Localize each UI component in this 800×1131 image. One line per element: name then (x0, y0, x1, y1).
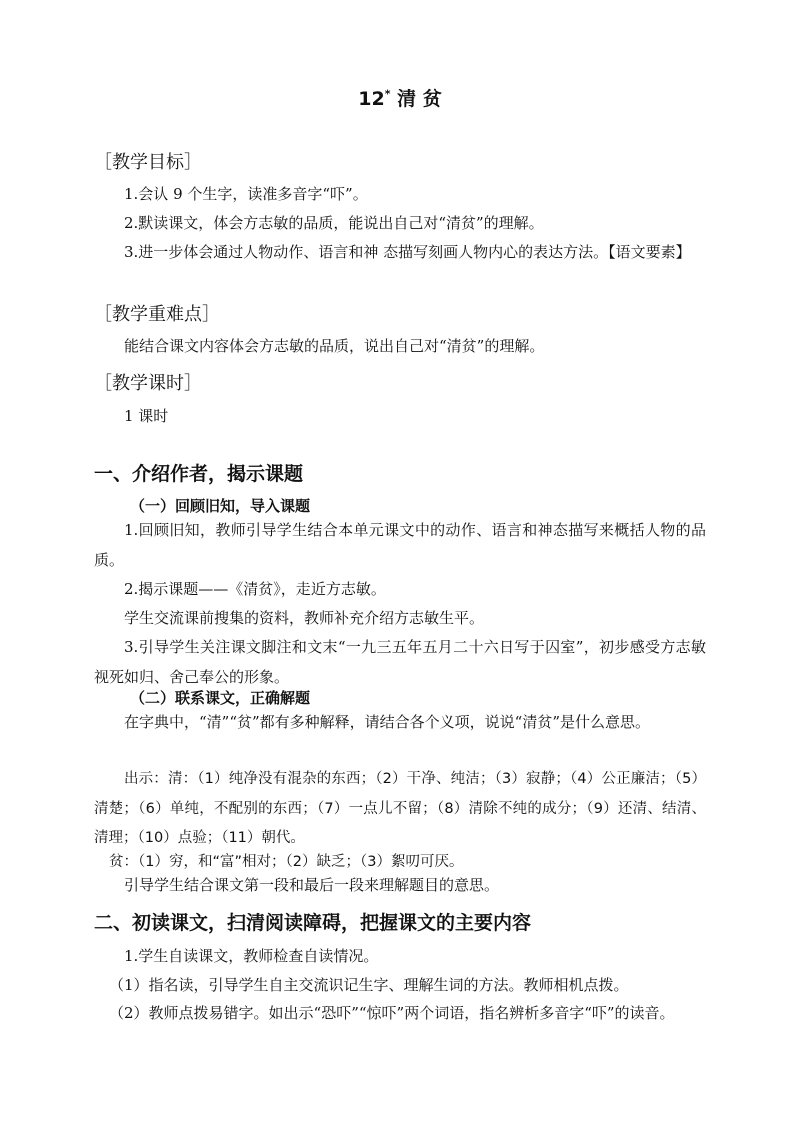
part2-p1: 1.学生自读课文，教师检查自读情况。 (124, 947, 379, 965)
objective-1: 1.会认 9 个生字，读准多音字“吓”。 (124, 185, 368, 203)
key-point-text: 能结合课文内容体会方志敏的品质，说出自己对“清贫”的理解。 (124, 337, 545, 355)
part1-heading: 一、介绍作者，揭示课题 (94, 463, 304, 485)
part2-heading: 二、初读课文，扫清阅读障碍，把握课文的主要内容 (94, 912, 532, 934)
part2-p3: （2）教师点拨易错字。如出示“恐吓”“惊吓”两个词语，指名辨析多音字“吓”的读音。 (109, 1004, 675, 1022)
part1-sub2: （二）联系课文，正确解题 (130, 689, 311, 707)
lesson-title-text: 清 贫 (397, 88, 442, 110)
part2-p2: （1）指名读，引导学生自主交流识记生字、理解生词的方法。教师相机点拨。 (109, 976, 629, 994)
lesson-mark: * (384, 87, 391, 101)
part1-p7: 贫：（1）穷，和“富”相对；（2）缺乏；（3）絮叨可厌。 (109, 854, 464, 870)
lesson-number: 12 (358, 88, 385, 110)
part1-p3: 学生交流课前搜集的资料，教师补充介绍方志敏生平。 (124, 609, 485, 627)
part1-p5: 在字典中，“清”“贫”都有多种解释，请结合各个义项，说说“清贫”是什么意思。 (124, 713, 651, 731)
part1-p2: 2.揭示课题——《清贫》，走近方志敏。 (124, 580, 386, 598)
part1-sub1: （一）回顾旧知，导入课题 (130, 497, 311, 515)
section-objectives: ［教学目标］ (94, 152, 202, 173)
part1-p4: 3.引导学生关注课文脚注和文末“一九三五年五月二十六日写于囚室”，初步感受方志敏视死如归、舍己奉公的形象。 (94, 638, 706, 686)
part1-p1: 1.回顾旧知，教师引导学生结合本单元课文中的动作、语言和神态描写来概括人物的品质。 (94, 521, 706, 569)
part1-p6: 出示：清：（1）纯净没有混杂的东西；（2）干净、纯洁；（3）寂静；（4）公正廉洁；（5）清楚；（6）单纯，不配别的东西；（7）一点儿不留；（8）清除不纯的成分；（9）还清、结清、清理；（10）点验；（11）朝代。 (94, 771, 706, 846)
section-hours: ［教学课时］ (94, 373, 202, 394)
objective-2: 2.默读课文，体会方志敏的品质，能说出自己对“清贫”的理解。 (124, 214, 544, 232)
objective-3: 3.进一步体会通过人物动作、语言和神 态描写刻画人物内心的表达方法。【语文要素】 (124, 243, 691, 261)
section-key-points: ［教学重难点］ (94, 304, 220, 325)
part1-p8: 引导学生结合课文第一段和最后一段来理解题目的意思。 (124, 876, 500, 894)
lesson-title (0, 84, 800, 111)
hours-text: 1 课时 (124, 407, 169, 425)
